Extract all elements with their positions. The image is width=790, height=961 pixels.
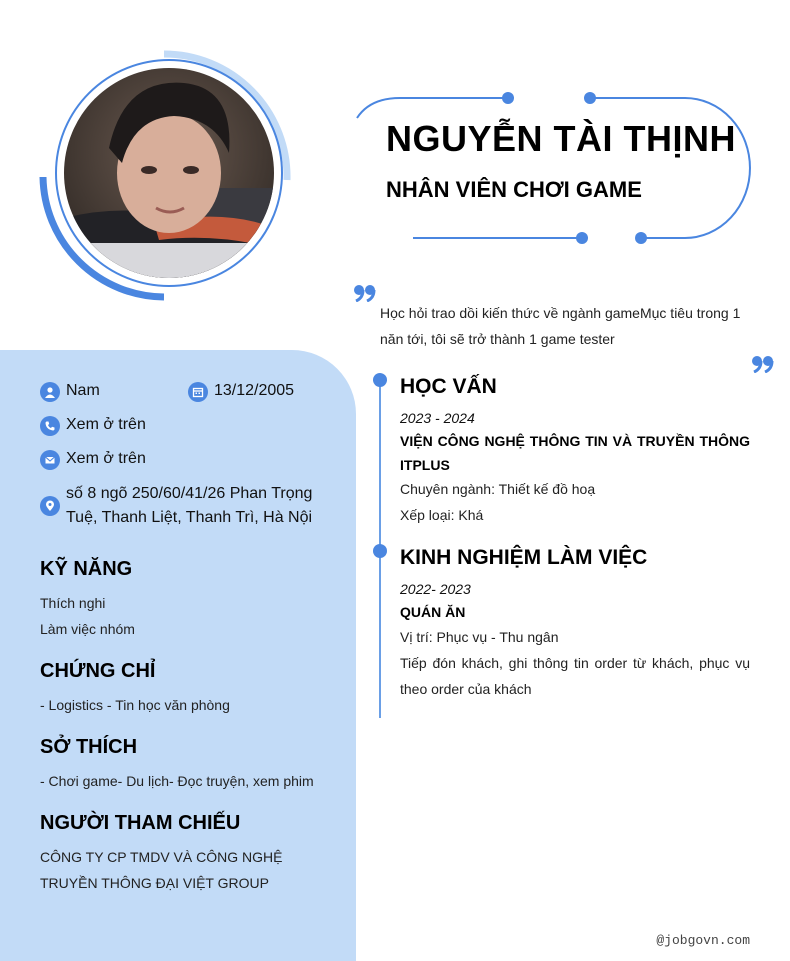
education-title: HỌC VẤN [400, 375, 497, 398]
experience-role: Vị trí: Phục vụ - Thu ngân [400, 629, 559, 645]
phone-icon [40, 416, 60, 436]
contact-birthday [188, 382, 294, 402]
gender-value: Nam [66, 382, 100, 399]
person-name: NGUYỄN TÀI THỊNH [386, 118, 736, 159]
experience-company: QUÁN ĂN [400, 604, 466, 620]
skill-item: Làm việc nhóm [40, 621, 135, 637]
contact-phone [40, 416, 146, 436]
hobbies-text: - Chơi game- Du lịch- Đọc truyện, xem phim [40, 773, 314, 789]
references-text: CÔNG TY CP TMDV VÀ CÔNG NGHỆ TRUYỀN THÔNG ĐẠI VIỆT GROUP [40, 849, 283, 891]
education-period: 2023 - 2024 [400, 410, 475, 426]
timeline-dot [373, 373, 387, 387]
experience-description: Tiếp đón khách, ghi thông tin order từ khách, phục vụ theo order của khách [400, 655, 750, 697]
email-value: Xem ở trên [66, 450, 146, 467]
education-major: Chuyên ngành: Thiết kế đồ hoạ [400, 481, 596, 497]
skill-item: Thích nghi [40, 595, 106, 611]
birthday-value: 13/12/2005 [214, 382, 295, 399]
avatar [64, 68, 274, 278]
contact-gender [40, 382, 100, 402]
education-school: VIỆN CÔNG NGHỆ THÔNG TIN VÀ TRUYỀN THÔNG ITPLUS [400, 433, 750, 473]
address-value: số 8 ngõ 250/60/41/26 Phan Trọng Tuệ, Thanh Liệt, Thanh Trì, Hà Nội [66, 485, 313, 526]
skills-title: KỸ NĂNG [40, 558, 133, 580]
quote-open-icon [353, 284, 377, 302]
calendar-icon [188, 382, 208, 402]
career-objective: Học hỏi trao dồi kiến thức về ngành gameMục tiêu trong 1 năn tới, tôi sẽ trở thành 1 game tester [380, 305, 741, 347]
header-frame [355, 88, 755, 250]
hobbies-title: SỞ THÍCH [40, 736, 138, 758]
experience-period: 2022- 2023 [400, 581, 471, 597]
location-pin-icon [40, 496, 60, 516]
contact-address [40, 482, 326, 530]
job-position: NHÂN VIÊN CHƠI GAME [386, 177, 642, 202]
certificates-text: - Logistics - Tin học văn phòng [40, 697, 230, 713]
phone-value: Xem ở trên [66, 416, 146, 433]
certificates-title: CHỨNG CHỈ [40, 660, 156, 682]
contact-email [40, 450, 146, 470]
timeline-dot [373, 544, 387, 558]
quote-close-icon [751, 355, 775, 373]
user-icon [40, 382, 60, 402]
references-title: NGƯỜI THAM CHIẾU [40, 812, 241, 834]
email-icon [40, 450, 60, 470]
education-rank: Xếp loại: Khá [400, 507, 484, 523]
footer-watermark: @jobgovn.com [656, 933, 750, 948]
experience-title: KINH NGHIỆM LÀM VIỆC [400, 546, 648, 569]
